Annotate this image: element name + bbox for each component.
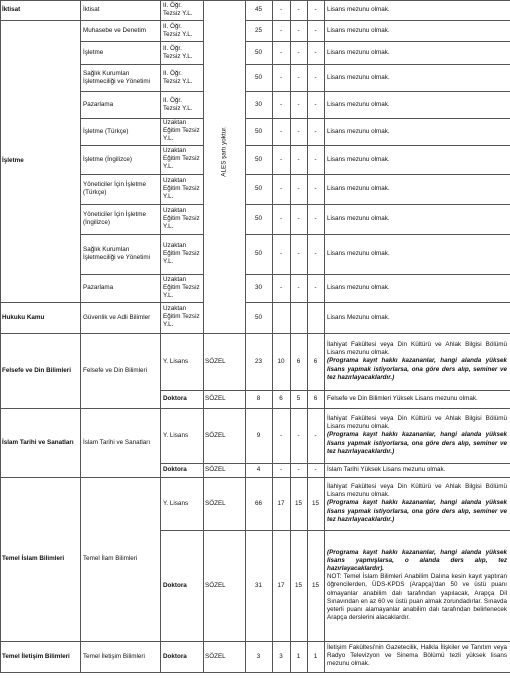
quota-col2: 3 [279,652,283,660]
quota-value: 31 [254,581,262,589]
quota-value: 50 [254,185,262,192]
quota-value: 50 [254,250,262,257]
table-rule [245,641,510,642]
program-type: Uzaktan Eğitim Tezsiz Y.L. [163,206,200,230]
table-rule [160,64,203,65]
quota-col4: 6 [313,395,318,402]
table-rule [160,530,203,531]
table-rule [160,91,203,92]
table-rule [80,477,160,478]
quota-col3: - [297,250,300,257]
quota-value: 23 [254,357,262,365]
quota-col2: - [279,6,283,13]
table-rule [0,477,80,478]
quota-col2: 17 [277,499,285,507]
department-name: İktisat [2,6,21,13]
program-type: II. Öğr. Tezsiz Y.L. [163,69,193,85]
program-type: Doktora [163,466,187,473]
requirement-text: Lisans mezunu olmak. [327,100,390,108]
requirement-cell [327,74,507,82]
program-name: İşletme (Türkçe) [83,127,129,135]
department-name: İslam Tarihi ve Sanatları [2,438,74,446]
quota-col2: 10 [277,357,285,365]
program-type: Y. Lisans [163,499,189,507]
requirement-cell [327,6,507,14]
requirement-cell [327,27,507,35]
quota-col2: 6 [279,395,283,402]
table-rule [203,333,245,334]
quota-col2: 17 [277,581,285,589]
table-rule [80,174,160,175]
score-type: SÖZEL [205,431,226,439]
table-rule [80,91,160,92]
table-rule [160,333,203,334]
table-rule [160,145,203,146]
department-name: Felsefe ve Din Bilimleri [2,366,71,374]
table-rule [80,408,160,409]
quota-col4: - [314,431,317,439]
requirement-text: Lisans mezunu olmak. [327,48,390,56]
requirement-text: (Programa kayıt hakkı kazananlar, hangi alanda yüksek lisans yapmak istiyorlarsa, ona göre ders alıp, seminer ve tez hazırlayacaklardır.) [327,431,507,455]
quota-col4: - [314,155,317,163]
program-name: İslam Tarihi ve Sanatları [83,438,151,446]
quota-col2: - [279,127,283,135]
program-name: Yöneticiler İçin İşletme (Türkçe) [83,181,146,197]
program-type: Doktora [163,652,187,660]
table-rule [245,174,510,175]
requirement-cell [327,101,507,109]
department-name: Temel İletişim Bilimleri [2,652,70,660]
quota-col2: - [279,250,283,257]
program-type: II. Öğr. Tezsiz Y.L. [163,96,193,112]
department-name: Temel İslam Bilimleri [2,555,65,562]
requirement-text: (Programa kayıt hakkı kazananlar, hangi alanda yüksek lisans yapmak istiyorlarsa, ona göre ders alıp, seminer ve tez hazırlayacaklardır.) [327,357,507,381]
quota-col3: - [297,431,300,439]
program-name: İşletme [83,48,104,56]
requirement-text: Lisans mezunu olmak. [327,6,390,13]
table-rule [245,20,510,21]
table-rule [80,118,160,119]
quota-col4: 1 [313,652,318,660]
requirement-text: Lisans mezunu olmak. [327,185,390,192]
program-type: Y. Lisans [163,431,189,439]
quota-value: 9 [256,431,261,439]
table-rule [245,234,510,235]
requirement-cell [327,284,507,292]
table-rule [0,641,80,642]
table-rule [80,672,160,673]
program-name: İktisat [83,6,100,13]
table-rule [80,145,160,146]
requirement-cell [327,215,507,223]
requirement-cell [327,250,507,258]
quota-col2: - [279,284,283,291]
requirement-cell [327,644,507,669]
table-rule [245,408,510,409]
program-type: II. Öğr. Tezsiz Y.L. [163,44,193,60]
program-name: Temel İletişim Bilimleri [83,652,145,660]
requirement-text: Felsefe ve Din Bilimleri Yüksek Lisans mezunu olmak. [327,395,478,402]
quota-col2: - [279,26,283,34]
quota-col2: - [279,215,283,222]
quota-col2: - [279,431,283,439]
table-rule [203,463,245,464]
table-rule [245,41,510,42]
table-rule [324,0,325,672]
quota-value: 30 [254,284,262,291]
score-type: SÖZEL [205,466,226,473]
quota-value: 66 [254,499,262,507]
quota-col3: - [297,155,300,163]
table-rule [0,333,80,334]
table-rule [245,274,510,275]
requirement-text: Lisans mezunu olmak. [327,73,390,81]
quota-col3: - [297,215,300,222]
quota-value: 50 [254,215,262,222]
program-name: Güvenlik ve Adli Bilimler [83,313,151,321]
program-type: II. Öğr. Tezsiz Y.L. [163,22,193,38]
table-rule [245,463,510,464]
table-rule [203,0,204,672]
score-type: SÖZEL [205,395,226,402]
program-type: Uzaktan Eğitim Tezsiz Y.L. [163,119,200,143]
requirement-text: İlahiyat Fakültesi veya Din Kültürü ve Ahlak Bilgisi Bölümü Lisans mezunu olmak. [327,415,507,431]
table-rule [80,274,160,275]
requirement-text: Lisans mezunu olmak. [327,250,390,257]
table-rule [245,118,510,119]
quota-col4: - [314,284,317,291]
quota-col4: - [314,6,317,13]
table-rule [160,641,203,642]
quota-col4: - [314,73,317,81]
quota-col3: 15 [294,581,302,589]
quota-col3: - [297,6,300,13]
table-rule [245,145,510,146]
score-type: SÖZEL [205,357,226,365]
table-rule [80,302,160,303]
table-rule [0,20,80,21]
program-name: Felsefe ve Din Bilimleri [83,366,148,374]
table-rule [245,91,510,92]
table-rule [160,408,203,409]
table-rule [80,333,160,334]
quota-col4: - [314,48,317,56]
table-rule [203,530,245,531]
program-type: Uzaktan Eğitim Tezsiz Y.L. [163,275,200,299]
quota-col2: - [279,100,283,108]
quota-value: 50 [254,73,262,81]
quota-col3: 5 [296,395,301,402]
requirement-text: (Programa kayıt hakkı kazananlar, hangi alanda yüksek lisans yapmışlarsa, o alanda ders alıp, tez hazırlayacaklardır). [327,548,507,572]
table-rule [0,672,80,673]
requirement-text: (Programa kayıt hakkı kazananlar, hangi alanda yüksek lisans yapmak istiyorlarsa, ona göre ders alıp, seminer ve tez hazırlayacaklardır.) [327,499,507,523]
table-rule [0,0,1,672]
score-type: SÖZEL [205,499,226,507]
quota-col2: - [279,73,283,81]
quota-col2: - [279,466,283,473]
table-rule [160,20,203,21]
table-rule [160,672,203,673]
quota-col2: - [279,48,283,56]
quota-col4: - [314,466,317,473]
table-rule [80,0,81,672]
program-type: Doktora [163,581,187,589]
quota-col3: - [297,284,300,291]
table-rule [245,390,510,391]
requirement-cell [327,185,507,193]
requirement-cell [327,483,507,524]
table-rule [160,463,203,464]
table-rule [160,302,203,303]
quota-col3: - [297,185,300,192]
program-type: Uzaktan Eğitim Tezsiz Y.L. [163,147,200,171]
requirement-text: Lisans mezunu olmak. [327,127,390,135]
table-rule [80,64,160,65]
program-type: Y. Lisans [163,357,189,365]
quota-col3: - [297,48,300,56]
program-type: Uzaktan Eğitim Tezsiz Y.L. [163,305,200,329]
table-rule [160,174,203,175]
quota-col3: 1 [296,652,301,660]
table-rule [203,672,245,673]
program-name: Pazarlama [83,284,114,291]
table-rule [245,64,510,65]
table-rule [203,390,245,391]
quota-col4: - [314,250,317,257]
quota-col4: - [314,100,317,108]
requirement-cell [327,466,507,474]
quota-value: 25 [254,26,262,34]
quota-value: 50 [254,313,262,321]
requirement-text: İlahiyat Fakültesi veya Din Kültürü ve Ahlak Bilgisi Bölümü Lisans mezunu olmak. [327,483,507,499]
department-name: İşletme [2,157,24,164]
quota-value: 45 [254,6,262,13]
quota-value: 8 [256,395,261,402]
table-rule [245,672,510,673]
program-name: Pazarlama [83,100,114,108]
quota-col2: - [279,185,283,192]
quota-value: 30 [254,100,262,108]
quota-value: 50 [254,127,262,135]
table-rule [80,204,160,205]
requirement-cell [327,549,507,623]
score-type: SÖZEL [205,581,226,589]
table-rule [160,390,203,391]
quota-col4: 6 [313,357,318,365]
table-rule [245,530,510,531]
program-type: Doktora [163,395,187,402]
quota-col3: 6 [296,357,301,365]
table-rule [203,641,245,642]
requirement-text: Lisans Mezunu olmak. [327,313,390,321]
quota-col4: - [314,185,317,192]
table-rule [160,234,203,235]
requirement-text: İlahiyat Fakültesi veya Din Kültürü ve Ahlak Bilgisi Bölümü Lisans mezunu olmak. [327,341,507,357]
program-type: Uzaktan Eğitim Tezsiz Y.L. [163,176,200,200]
quota-value: 3 [256,652,261,660]
quota-col4: 15 [311,581,319,589]
table-rule [80,641,160,642]
table-rule [245,477,510,478]
quota-col4: 15 [311,499,319,507]
quota-col3: - [297,73,300,81]
ales-note: ALES şartı yoktur. [220,125,228,177]
quota-col3: - [297,466,300,473]
requirement-text: Lisans mezunu olmak. [327,26,390,34]
requirement-text: Lisans mezunu olmak. [327,215,390,222]
program-type: II. Öğr. Tezsiz Y.L. [163,2,193,18]
requirement-cell [327,415,507,456]
quota-value: 4 [256,466,261,473]
requirement-cell [327,128,507,136]
table-rule [160,0,161,672]
program-name: Temel İlam Bilimleri [83,555,138,562]
quota-col3: - [297,100,300,108]
table-rule [0,408,80,409]
table-rule [203,408,245,409]
table-rule [245,204,510,205]
requirement-cell [327,314,507,322]
quota-col4: - [314,127,317,135]
score-type: SÖZEL [205,652,226,660]
table-rule [80,234,160,235]
quota-value: 50 [254,155,262,163]
table-rule [0,302,80,303]
requirement-text: İslam Tarihi Yüksek Lisans mezunu olmak. [327,466,446,473]
department-name: Hukuku Kamu [2,313,45,321]
requirement-cell [327,395,507,403]
quota-value: 50 [254,48,262,56]
requirement-cell [327,156,507,164]
requirement-text: Lisans mezunu olmak. [327,284,390,291]
program-name: Sağlık Kurumları İşletmeciliği ve Yönetimi [83,246,151,262]
program-name: Sağlık Kurumları İşletmeciliği ve Yönetimi [83,69,151,85]
requirement-text: NOT: Temel İslam Bilimleri Anabilim Dalına kesin kayıt yaptıran öğrencilerden, ÜDS-KPDS (Arapça)'dan 50 ve üstü puanı olmayanlar anabilim dalı tarafından yapılacak, Arapça Dil Sınavından en az 60 ve üstü puan almak zorundadırlar. Sınavda yeterli puanı alamayanlar anabilim dalı tarafından belirlenecek Arapça derslerini alacaklardır. [327,573,507,622]
table-rule [80,41,160,42]
table-rule [0,0,510,1]
quota-col4: - [314,26,317,34]
quota-col3: - [297,127,300,135]
program-name: Yöneticiler İçin İşletme (İngilizce) [83,211,146,227]
quota-col3: - [297,26,300,34]
table-rule [245,333,510,334]
quota-col3: 15 [294,499,302,507]
program-type: Uzaktan Eğitim Tezsiz Y.L. [163,241,200,265]
table-rule [203,477,245,478]
requirement-text: İletişim Fakültesi'nin Gazetecilik, Halkla İlişkiler ve Tanıtım veya Radyo Televizyon ve Sinema Bölümü tezli yüksek lisans mezunu olmak. [327,644,507,668]
requirement-cell [327,341,507,382]
requirement-text: Lisans mezunu olmak. [327,155,390,163]
table-rule [80,20,160,21]
program-name: Muhasebe ve Denetim [83,26,147,34]
table-rule [160,477,203,478]
program-name: İşletme (İngilizce) [83,155,132,163]
table-rule [160,204,203,205]
quota-col2: - [279,155,283,163]
table-rule [245,302,510,303]
requirement-cell [327,49,507,57]
quota-col4: - [314,215,317,222]
table-rule [160,41,203,42]
